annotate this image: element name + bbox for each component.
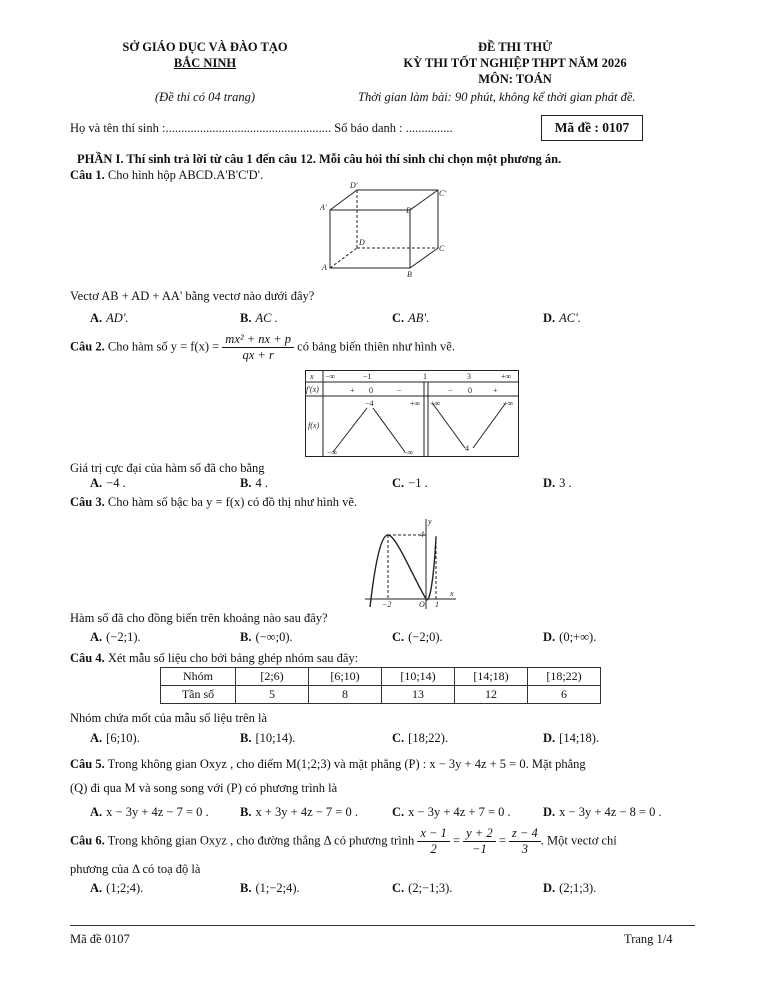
- table-cell: 13: [382, 686, 455, 704]
- q6-fraction-z: $\frac{z - 4}{3}$: [509, 826, 541, 857]
- question-4: [70, 651, 358, 666]
- part1-heading: PHẦN I. Thí sinh trả lời từ câu 1 đến câu 12. Mỗi câu hỏi thí sinh chỉ chọn một phương án.: [77, 152, 562, 166]
- table-cell: [10;14): [382, 668, 455, 686]
- table-cell: 5: [236, 686, 309, 704]
- q6-option-a: A. (1;2;4).: [90, 881, 144, 895]
- q2-option-a: A. −4 .: [90, 476, 126, 490]
- footer-page-number: Trang 1/4: [624, 932, 673, 946]
- x-axis-label: x: [450, 589, 454, 598]
- f-val-right-pos-inf-2: +∞: [503, 399, 514, 408]
- f-val-right-pos-inf-1: +∞: [430, 399, 441, 408]
- question-1: [70, 168, 263, 183]
- table-cell: 8: [309, 686, 382, 704]
- vertex-d1: D': [350, 181, 358, 190]
- cubic-graph: [360, 515, 460, 610]
- question-6: Câu 6. Trong không gian Oxyz , cho đường thẳng Δ có phương trình $\frac{x - 1}{2}$ = $\frac{y + 2}{-1}$ = $\frac{z - 4}{3}$ . Một vectơ chỉ: [70, 826, 617, 856]
- f-val-neg-inf-1: −∞: [327, 448, 338, 457]
- q4-option-a: A. [6;10).: [90, 731, 140, 745]
- q3-option-a: A. (−2;1).: [90, 630, 141, 644]
- q6-fraction-x: $\frac{x - 1}{2}$: [417, 826, 449, 857]
- q2-fraction: [222, 332, 294, 363]
- x-val-pos-inf: +∞: [501, 372, 512, 381]
- q1-label: Câu 1.: [70, 168, 105, 182]
- sign-2: 0: [369, 386, 373, 395]
- variation-table: [305, 370, 520, 458]
- department-title: SỞ GIÁO DỤC VÀ ĐÀO TẠO: [122, 40, 288, 54]
- question-5: [70, 757, 586, 772]
- q5-line2: (Q) đi qua M và song song với (P) có phương trình là: [70, 781, 338, 795]
- f-val-neg-inf-2: −∞: [403, 448, 414, 457]
- vertex-c: C: [439, 244, 445, 253]
- q1-question: Vectơ AB + AD + AA' bằng vectơ nào dưới đây?: [70, 289, 315, 303]
- vertex-a1: A': [320, 203, 327, 212]
- province-name: BẮC NINH: [173, 56, 237, 70]
- table-cell: [6;10): [309, 668, 382, 686]
- exam-name: KỲ THI TỐT NGHIỆP THPT NĂM 2026: [403, 56, 627, 70]
- row-label-x: x: [310, 372, 314, 381]
- row-label-fprime: f'(x): [306, 385, 319, 394]
- q3-label: Câu 3.: [70, 495, 105, 509]
- question-3: [70, 495, 357, 510]
- x-val-1: 1: [423, 372, 427, 381]
- table-cell: Tần số: [161, 686, 236, 704]
- q2-denominator: qx + r: [242, 348, 274, 362]
- table-row: [161, 668, 601, 686]
- q6-fraction-y: $\frac{y + 2}{-1}$: [463, 826, 495, 857]
- vertex-d: D: [359, 238, 365, 247]
- q4-text: Xét mẫu số liệu cho bởi bảng ghép nhóm sau đây:: [107, 651, 359, 665]
- vertex-b: B: [407, 270, 412, 279]
- x-min-label: −2: [382, 600, 392, 609]
- f-val-min: 4: [465, 444, 469, 453]
- footer-divider: [70, 925, 695, 926]
- subject: MÔN: TOÁN: [478, 72, 552, 86]
- y-max-label: 4: [420, 530, 424, 539]
- table-cell: [14;18): [455, 668, 528, 686]
- row-label-f: f(x): [308, 421, 320, 430]
- vertex-c1: C': [439, 189, 447, 198]
- q6-line2: phương của Δ có toạ độ là: [70, 862, 201, 876]
- footer-exam-code: Mã đề 0107: [70, 932, 130, 946]
- q4-option-b: B. [10;14).: [240, 731, 296, 745]
- q3-text: Cho hàm số bậc ba y = f(x) có đồ thị như hình vẽ.: [107, 495, 358, 509]
- table-cell: 12: [455, 686, 528, 704]
- question-2: [70, 332, 455, 363]
- q2-label: Câu 2.: [70, 339, 105, 354]
- q4-label: Câu 4.: [70, 651, 105, 665]
- x-one-label: 1: [435, 600, 439, 609]
- q6-option-b: B. (1;−2;4).: [240, 881, 300, 895]
- table-cell: [2;6): [236, 668, 309, 686]
- table-cell: Nhóm: [161, 668, 236, 686]
- sign-1: +: [350, 386, 355, 395]
- q3-option-c: C. (−2;0).: [392, 630, 443, 644]
- sign-5: 0: [468, 386, 472, 395]
- q3-question: Hàm số đã cho đồng biến trên khoảng nào sau đây?: [70, 611, 328, 625]
- q6-option-c: C. (2;−1;3).: [392, 881, 453, 895]
- student-info-line: Họ và tên thí sinh :..................................................... Số báo danh : ...............: [70, 121, 453, 135]
- time-note: Thời gian làm bài: 90 phút, không kể thời gian phát đề.: [358, 90, 636, 104]
- exam-code-box: Mã đề : 0107: [541, 115, 643, 141]
- sign-6: +: [493, 386, 498, 395]
- q5-line1: Trong không gian Oxyz , cho điểm M(1;2;3) và mặt phẳng (P) : x − 3y + 4z + 5 = 0. Mặt phẳng: [107, 757, 586, 771]
- q3-option-d: D. (0;+∞).: [543, 630, 597, 644]
- q2-text-after: có bảng biến thiên như hình vẽ.: [297, 339, 455, 354]
- q6-label: Câu 6.: [70, 833, 105, 848]
- q2-option-c: C. −1 .: [392, 476, 428, 490]
- q1-option-a: A. AD'.: [90, 311, 129, 325]
- q1-text: Cho hình hộp ABCD.A'B'C'D'.: [107, 168, 264, 182]
- q2-question: Giá trị cực đại của hàm số đã cho bằng: [70, 461, 265, 475]
- q5-label: Câu 5.: [70, 757, 105, 771]
- q6-text-before: Trong không gian Oxyz , cho đường thẳng Δ có phương trình: [107, 833, 415, 848]
- sign-4: −: [448, 386, 453, 395]
- q1-option-b: B. AC .: [240, 311, 278, 325]
- sign-3: −: [397, 386, 402, 395]
- q4-question: Nhóm chứa mốt của mẫu số liệu trên là: [70, 711, 267, 725]
- y-axis-label: y: [428, 517, 432, 526]
- q3-option-b: B. (−∞;0).: [240, 630, 293, 644]
- vertex-b1: B': [406, 206, 413, 215]
- q5-option-a: A. x − 3y + 4z − 7 = 0 .: [90, 805, 209, 819]
- q2-option-b: B. 4 .: [240, 476, 268, 490]
- page-count-note: (Đề thi có 04 trang): [155, 90, 255, 104]
- q5-option-c: C. x − 3y + 4z + 7 = 0 .: [392, 805, 511, 819]
- q4-option-c: C. [18;22).: [392, 731, 449, 745]
- q2-numerator: mx² + nx + p: [222, 332, 294, 348]
- table-cell: 6: [528, 686, 601, 704]
- q1-option-c: C. AB'.: [392, 311, 430, 325]
- table-row: [161, 686, 601, 704]
- q1-option-d: D. AC'.: [543, 311, 581, 325]
- q5-option-b: B. x + 3y + 4z − 7 = 0 .: [240, 805, 358, 819]
- q6-option-d: D. (2;1;3).: [543, 881, 597, 895]
- q5-option-d: D. x − 3y + 4z − 8 = 0 .: [543, 805, 662, 819]
- x-val-neg-inf: −∞: [325, 372, 336, 381]
- f-val-left-pos-inf: +∞: [410, 399, 421, 408]
- q2-option-d: D. 3 .: [543, 476, 572, 490]
- origin-label: O: [419, 600, 425, 609]
- box-figure: [300, 180, 470, 280]
- q2-text-before: Cho hàm số y = f(x) =: [107, 339, 220, 354]
- table-cell: [18;22): [528, 668, 601, 686]
- x-val-3: 3: [467, 372, 471, 381]
- x-val-neg1: −1: [363, 372, 372, 381]
- frequency-table: [160, 667, 601, 704]
- exam-type: ĐỀ THI THỬ: [477, 40, 553, 54]
- q6-text-after: . Một vectơ chỉ: [540, 833, 617, 848]
- q4-option-d: D. [14;18).: [543, 731, 600, 745]
- f-val-max: −4: [365, 399, 374, 408]
- vertex-a: A: [322, 263, 327, 272]
